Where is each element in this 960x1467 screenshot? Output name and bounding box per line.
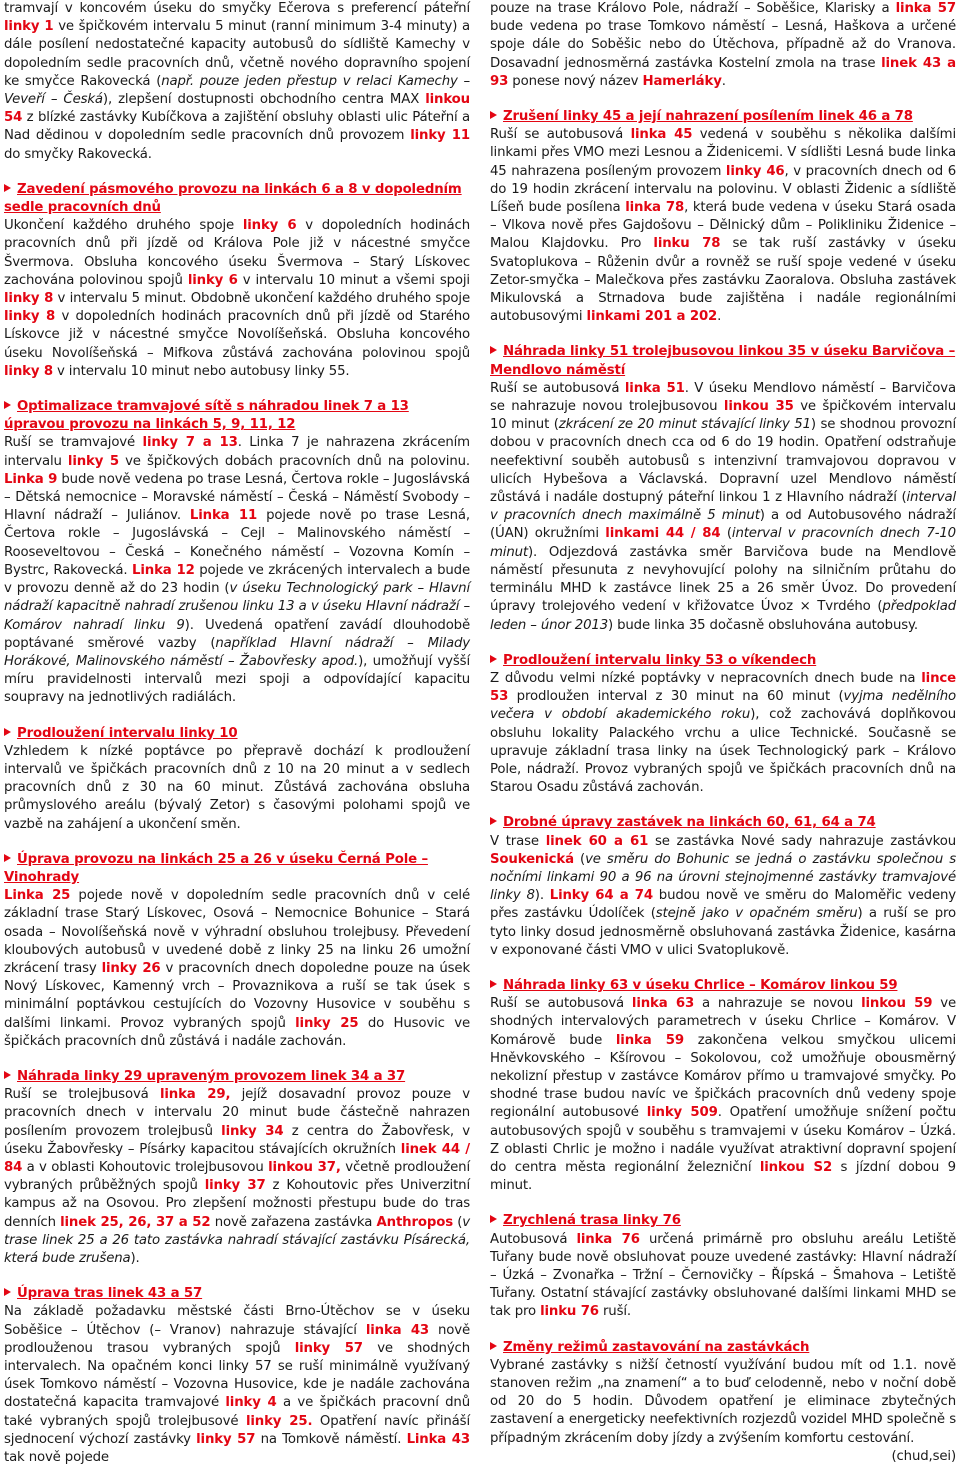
body-text: Ruší se autobusová (490, 996, 632, 1012)
italic-note: např. pouze jeden přestup v relaci Kamechy – Veveří – Česká (4, 73, 470, 108)
article-section (4, 0, 470, 164)
body-text: prodloužen interval z 30 minut na 60 minut ( (508, 689, 844, 705)
section-heading-text: Zrušení linky 45 a její nahrazení posílením linek 46 a 78 (503, 109, 913, 125)
triangle-bullet-icon (4, 1288, 11, 1296)
body-text: pojede nově po trase Lesná, Čertova rokle – Jugoslávská – Cejl – Malinovského náměstí – Rooseveltovou – Česká – Konečného náměstí – Vozovna Komín – Bystrc, Rakovecká. (4, 508, 470, 578)
italic-note: ve směru do Bohunic se jedná o zastávku společnou s nočními linkami 90 a 96 na úrovni stejnojmenné zastávky tramvajové linky 8 (490, 851, 957, 904)
triangle-bullet-icon (490, 1342, 497, 1350)
line-highlight: linky 11 (410, 128, 470, 144)
body-text: tak nově pojede (4, 1450, 109, 1466)
section-heading-text: Zavedení pásmového provozu na linkách 6 a 8 v dopoledním sedle pracovních dnů (4, 181, 462, 216)
triangle-bullet-icon (4, 1071, 11, 1079)
line-highlight: linkou 59 (861, 996, 933, 1012)
line-highlight: linky 46 (725, 163, 785, 179)
body-text: a v oblasti Kohoutovic trolejbusovou (22, 1159, 269, 1175)
section-body (4, 217, 470, 381)
body-text: do smyčky Rakovecká. (4, 146, 152, 162)
triangle-bullet-icon (490, 346, 497, 354)
line-highlight: Linky 64 a 74 (549, 888, 653, 904)
body-text: ), což zachovává doplňkovou obsluhu lokality Palackého vrchu a ulice Technické. Současně se upravuje základní trasa linky na úsek Technologický park – Královo Pole, nádraží. Provoz vybraných spojů ve špičkách pracovních dnů na Starou Osadu zůstává zachován. (490, 707, 956, 796)
line-highlight: linky 8 (4, 309, 56, 325)
body-text: ruší. (598, 1304, 631, 1320)
article-section (4, 1068, 470, 1268)
article-section (490, 0, 956, 91)
line-highlight: lince 53 (490, 670, 956, 705)
italic-note: interval v pracovních dnech maximálně 5 minut (490, 490, 956, 524)
line-highlight: Soukenická (490, 851, 574, 867)
line-highlight: linky 509 (646, 1105, 718, 1121)
article-section (490, 652, 956, 798)
body-text: budou nově ve směru do Maloměřic vedeny přes zastávku Údolíček ( (490, 888, 956, 922)
section-body (490, 1357, 956, 1448)
body-text: ). (130, 1251, 140, 1266)
body-text: v intervalu 10 minut a všemi spoji (237, 272, 470, 288)
section-body (4, 1303, 470, 1467)
body-text: ve špičkovém intervalu 5 minut (ranní minimum 3-4 minuty) a dále posílení nedostatečné kapacity autobusů do sídliště Kamechy v dopoledním sedle pracovních dnů, včetně nového dopravního spojení ke smyčce Rakovecká ( (4, 19, 470, 89)
section-heading (490, 977, 956, 995)
line-highlight: Linka 9 (4, 471, 58, 487)
section-heading-text: Zrychlená trasa linky 76 (503, 1213, 681, 1229)
section-body (4, 0, 470, 164)
body-text: zakončena velkou smyčkou ulicemi Hněvkovského – Kšírovou – Sokolovou, což umožňuje obousměrný nekolizní přestup v zastávce Komárov přímo u tramvajové smyčky. Po shodné trase budou navíc ve špičkách pracovních dnů vedeny spoje regionální autobusové (490, 1032, 956, 1121)
section-heading (490, 108, 956, 126)
line-highlight: linkou 37, (268, 1159, 341, 1175)
line-highlight: linka 57 (895, 1, 956, 16)
section-body (490, 670, 956, 797)
section-heading-text: Úprava tras linek 43 a 57 (17, 1286, 203, 1302)
body-text: . V úseku Mendlovo náměstí – Barvičova se nahrazuje novou trolejbusovou (490, 380, 956, 415)
italic-note: zkrácení ze 20 minut stávající linky 51 (558, 417, 811, 433)
body-text: . (717, 309, 722, 325)
line-highlight: linky 6 (242, 218, 297, 234)
section-heading (490, 1339, 956, 1357)
section-heading-text: Prodloužení intervalu linky 53 o víkendech (503, 652, 817, 668)
body-text: Z důvodu velmi nízké poptávky v nepracovních dnech bude na (490, 670, 922, 686)
section-heading (4, 1285, 470, 1303)
body-text: ve shodných intervalových parametrech v úseku Chrlice – Komárov. V Komárově bude (490, 996, 956, 1048)
section-body (490, 833, 956, 960)
body-text: ( (720, 526, 732, 542)
line-highlight: linky 25 (295, 1015, 359, 1031)
line-highlight: linky 57 (294, 1340, 363, 1356)
line-highlight: linkou S2 (759, 1159, 833, 1175)
line-highlight: linka 76 (576, 1231, 640, 1247)
italic-note: stejně jako v opačném směru (655, 906, 858, 922)
body-text: . Linka 7 je nahrazena zkrácením intervalu (4, 435, 470, 469)
line-highlight: Hamerláky (642, 73, 722, 89)
section-body (490, 995, 956, 1195)
line-highlight: Linka 43 (406, 1431, 470, 1447)
section-heading-text: Úprava provozu na linkách 25 a 26 v úseku Černá Pole – Vinohrady (4, 851, 428, 885)
body-text: v pracovních dnech dopoledne pouze na úsek Nový Lískovec, Kamenný vrch – Provaznikova a ruší se tak úsek s minimální poptávkou cestujících do Vozovny Husovice v souběhu s dalšími linkami. Provoz vybraných spojů (4, 960, 471, 1031)
body-text: ). Uvedená opatření zavádí dlouhodobě poptávané směrové vazby ( (4, 617, 471, 651)
body-text: se tak ruší zastávky v úseku Svatoplukova – Růženin dvůr a rovněž se ruší spoje vedené v úseku Zetor-smyčka – Malečkova přes zastávku Zaoralova. Obsluha zastávek Mikulovská a Strnadova bude zajištěna i nadále regionálními autobusovými (490, 236, 957, 325)
line-highlight: linku 78 (653, 236, 721, 252)
body-text: ), umožňují vyšší míru pravidelnosti intervalů mezi spoji a odpovídající kapacitu soupravy na jednotlivých radiálách. (4, 653, 470, 706)
body-text: nově zařazena zastávka (210, 1214, 377, 1230)
article-section (4, 1285, 470, 1467)
section-heading-text: Drobné úpravy zastávek na linkách 60, 61, 64 a 74 (503, 815, 876, 831)
article-section (490, 977, 956, 1195)
body-text: vedená v souběhu s několika dalšími linkami přes VMO mezi Lesnou a Židenicemi. V sídlišti Lesná bude linka 45 nahrazena posíleným provozem (490, 127, 956, 179)
body-text: . (721, 73, 726, 89)
triangle-bullet-icon (4, 401, 11, 409)
body-text: a nahrazuje se novou (694, 996, 862, 1012)
line-highlight: linka 78 (625, 200, 685, 216)
article-section (490, 814, 956, 960)
line-highlight: linkou 35 (723, 399, 794, 415)
section-heading (4, 725, 470, 743)
body-text: ( (573, 851, 586, 867)
body-text: Opatření navíc přináší sjednocení výchozí zastávky (4, 1413, 470, 1447)
article-section (490, 108, 956, 326)
body-text: ) a od Autobusového nádraží (ÚAN) okružními (490, 508, 956, 542)
body-text: Vzhledem k nízké poptávce po přepravě dochází k prodloužení intervalů ve špičkách pracovních dnů z 10 na 20 minut a v sedlech pracovních dnů z 30 na 60 minut. Zůstává zachována obsluha průmyslového areálu (bývalý Zetor) s časovými polohami spojů ve vazbě na zahájení a ukončení směn. (4, 743, 470, 832)
italic-note: v úseku Technologický park – Hlavní nádraží kapacitně nahradí zrušenou linku 13 a v úseku Hlavní nádraží – Komárov nahradí linku 9 (4, 581, 470, 633)
triangle-bullet-icon (490, 1215, 497, 1223)
body-text: Vybrané zastávky s nižší četností využívání budou mít od 1.1. nově stanoven režim „na znamení“ a to buď celodenně, nebo v noční době od 20 do 5 hodin. Důvodem opatření je eliminace zbytečných zastavení a energeticky neefektivních rozjezdů vozidel MHD společně s případným zkrácením doby jízdy a zvýšením komfortu cestování. (490, 1357, 956, 1446)
section-heading (490, 814, 956, 832)
body-text: v dopoledních hodinách pracovních dnů při jízdě od Králova Pole již v nácestné smyčce Švermova. Obsluha koncového úseku Švermova – Starý Lískovec zachována polovinou spojů (4, 218, 470, 288)
line-highlight: linky 37 (204, 1178, 266, 1194)
section-heading (4, 1068, 470, 1086)
triangle-bullet-icon (490, 817, 497, 825)
triangle-bullet-icon (490, 655, 497, 663)
line-highlight: linek 44 / 84 (4, 1141, 470, 1175)
body-text: určená primárně pro obsluhu areálu Letiště Tuřany bude nově obsluhovat pouze uvedené zastávky: Hlavní nádraží – Úzká – Zvonařka – Tržní – Černovičky – Řípská – Šmahova – Letiště Tuřany. Ostatní stávající zastávky obsluhované dalšími linkami MHD se tak pro (490, 1231, 956, 1320)
body-text: bude vedena po trase Tomkovo náměstí – Lesná, Haškova a určené spoje dále do Soběšic nebo do Útěchova, případně až do Vranova. Dosavadní jednosměrná zastávka Kostelní zmola na trase (490, 19, 956, 71)
line-highlight: linky 5 (67, 453, 119, 469)
italic-note: v trase linek 25 a 26 tato zastávka nahradí stávající zastávku Písárecká, která bude zrušena (4, 1214, 471, 1266)
body-text: včetně prodloužení vybraných průběžných spojů (4, 1159, 471, 1194)
body-text: , v pracovních dnech od 6 do 19 hodin zkrácení intervalu na polovinu. V oblasti Židenic a sídliště Líšeň bude posílena (490, 163, 957, 216)
body-text: , která bude vedena v úseku Stará osada – Vlkova nově přes Gajdošovu – Dělnický dům – Polikliniku Židenice – Malou Klajdovku. Pro (490, 200, 956, 252)
section-heading (4, 851, 470, 887)
section-body (4, 887, 470, 1051)
section-heading-text: Prodloužení intervalu linky 10 (17, 725, 238, 741)
triangle-bullet-icon (4, 854, 11, 862)
body-text: Ruší se tramvajové (4, 435, 143, 451)
italic-note: vyjma nedělního večera v období akademického roku (490, 689, 956, 723)
body-text: z Kohoutovic přes Univerzitní kampus až na Osovou. Pro zlepšení možnosti přestupu bude do tras denních (4, 1178, 470, 1230)
section-heading-text: Změny režimů zastavování na zastávkách (503, 1339, 810, 1355)
body-text: bude nově vedena po trase Lesná, Čertova rokle – Jugoslávská – Dětská nemocnice – Moravské náměstí – Česká – Náměstí Svobody – Hlavní nádraží – Juliánov. (4, 471, 470, 524)
section-body (490, 0, 956, 91)
article-section (4, 725, 470, 834)
line-highlight: linky 7 a 13 (142, 435, 238, 451)
body-text: pojede ve zkrácených intervalech a bude v provozu denně až do 23 hodin ( (4, 562, 470, 597)
article-section (490, 1339, 956, 1448)
line-highlight: linky 26 (101, 960, 161, 976)
italic-note: interval v pracovních dnech 7-10 minut (490, 526, 956, 560)
article-section (4, 398, 470, 707)
triangle-bullet-icon (4, 184, 11, 192)
section-heading (4, 181, 470, 217)
body-text: Ruší se trolejbusová (4, 1087, 160, 1103)
body-text: se zastávka Nové sady nahrazuje zastávkou (648, 833, 956, 849)
line-highlight: linky 1 (4, 19, 54, 35)
body-text: ). (534, 888, 550, 904)
section-body (490, 1231, 956, 1322)
line-highlight: linek 43 a 93 (490, 55, 956, 89)
triangle-bullet-icon (4, 728, 11, 736)
body-text: Ruší se autobusová (490, 127, 631, 143)
section-heading-text: Náhrada linky 51 trolejbusovou linkou 35 v úseku Barvičova – Mendlovo náměstí (490, 344, 956, 378)
line-highlight: linkami 44 / 84 (605, 526, 721, 542)
line-highlight: Linka 25 (4, 888, 71, 904)
body-text: . Opatření umožňuje snížení počtu autobusových spojů v souběhu s tramvajemi v úseku Komárov – Úzká. Z oblasti Chrlic je možno i nadále využívat atraktivní dopravní spojení do centra města regionální železniční (490, 1105, 956, 1175)
body-text: na Tomkově náměstí. (255, 1431, 407, 1447)
line-highlight: linkou 54 (4, 92, 470, 126)
section-heading (4, 398, 470, 434)
line-highlight: linky 6 (187, 272, 238, 288)
line-highlight: Anthropos (376, 1214, 453, 1230)
line-highlight: linka 45 (630, 127, 693, 143)
line-highlight: linkami 201 a 202 (586, 309, 718, 325)
body-text: ve špičkových dobách pracovních dnů na polovinu. (118, 453, 470, 469)
body-text: z centra do Žabovřesk, v úseku Žabovřesky – Písárky kapacitou stávajících okružních (4, 1123, 470, 1157)
line-highlight: linka 59 (615, 1032, 684, 1048)
body-text: ) a ruší se pro tyto linky dosud jednosměrně obsluhovaná zastávka Židenice, kasárna v exponované části VMO v ulici Svatoplukově. (490, 906, 956, 958)
triangle-bullet-icon (490, 111, 497, 119)
line-highlight: linka 63 (631, 996, 695, 1012)
line-highlight: linka 43 (365, 1322, 430, 1338)
line-highlight: linka 29, (159, 1087, 231, 1103)
body-text: v dopoledních hodinách pracovních dnů při jízdě od Starého Lískovce již v nácestné smyčce Novolíšeňská. Obsluha koncového úseku Novolíšeňská – Mifkova zůstává zachována polovinou spojů (4, 309, 470, 361)
line-highlight: linky 25. (245, 1413, 313, 1429)
section-body (4, 743, 470, 834)
section-body (490, 126, 956, 326)
section-heading-text: Náhrada linky 29 upraveným provozem linek 34 a 37 (17, 1068, 406, 1084)
body-text: ve shodných intervalech. Na opačném konci linky 57 se ruší minimálně využívaný úsek Tomkovo náměstí – Vozovna Husovice, kde je nadále zachována dostatečná kapacita tramvajové (4, 1340, 470, 1411)
line-highlight: linky 34 (221, 1123, 284, 1139)
body-text: V trase (490, 833, 546, 849)
section-heading (490, 343, 956, 379)
line-highlight: linku 76 (540, 1304, 599, 1320)
line-highlight: linky 8 (4, 291, 54, 307)
body-text: pojede nově v dopoledním sedle pracovních dnů v celé základní trase Starý Lískovec, Osová – Nemocnice Bohunice – Stará osada – Novolíšeňská nově v výhradní obsluhou trolejbusy. Převedení kloubových autobusů v uvedené době z linky 25 na linku 26 umožní zkrácení trasy (4, 888, 471, 976)
section-heading (490, 1212, 956, 1230)
section-heading-text: Náhrada linky 63 v úseku Chrlice – Komárov linkou 59 (503, 977, 898, 993)
line-highlight: linky 57 (196, 1431, 256, 1447)
article-section (490, 1212, 956, 1321)
body-text: ( (452, 1214, 463, 1230)
line-highlight: linek 60 a 61 (545, 833, 649, 849)
line-highlight: linky 8 (4, 363, 53, 379)
body-text: pouze na trase Královo Pole, nádraží – Soběšice, Klarisky a (490, 1, 896, 16)
article-section (4, 851, 470, 1051)
body-text: v intervalu 5 minut. Obdobně ukončení každého druhého spoje (53, 291, 470, 307)
body-text: s jízdní dobou 9 minut. (490, 1159, 956, 1194)
line-highlight: linek 25, 26, 37 a 52 (60, 1214, 211, 1230)
section-body (4, 434, 470, 707)
right-column (490, 0, 956, 1466)
body-text: Autobusová (490, 1231, 577, 1247)
body-text: ponese nový název (508, 73, 643, 89)
body-text: a ve špičkách pracovní dnů také vybraných spojů trolejbusové (4, 1395, 470, 1429)
body-text: v intervalu 10 minut nebo autobusy linky 55. (52, 363, 350, 379)
body-text: Na základě požadavku městské části Brno-Útěchov se v úseku Soběšice – Útěchov (– Vranov) nahrazuje stávající (4, 1304, 470, 1338)
body-text: jejíž dosavadní provoz pouze v pracovních dnech v intervalu 20 minut bude částečně nahrazen posílením provozem trolejbusů (4, 1087, 471, 1139)
triangle-bullet-icon (490, 980, 497, 988)
body-text: ) bude linka 35 dočasně obsluhována autobusy. (608, 617, 918, 633)
body-text: Ruší se autobusová (490, 380, 625, 396)
section-body (4, 1086, 470, 1268)
article-section (490, 343, 956, 634)
italic-note: předpoklad leden – únor 2013 (490, 599, 956, 633)
left-column (4, 0, 470, 1467)
body-text: ). Odjezdová zastávka směr Barvičova bude na Mendlově náměstí přesunuta z nevyhovující polohy na silničním průtahu do terminálu MHD k zastávce linek 25 a 26 směr Úvoz. Do provedení úpravy trolejového vedení v křižovatce Úvoz × Tvrdého ( (490, 544, 956, 615)
line-highlight: linky 4 (225, 1395, 277, 1411)
section-heading-text: Optimalizace tramvajové sítě s náhradou linek 7 a 13 úpravou provozu na linkách 5, 9, 11, 12 (4, 399, 409, 433)
italic-note: například Hlavní nádraží – Milady Horákové, Malinovského náměstí – Žabovřesky apod. (4, 635, 470, 669)
body-text: ve špičkovém intervalu 10 minut ( (490, 399, 957, 433)
body-text: do Husovic ve špičkách pracovních dnů zůstává i nadále zachován. (4, 1015, 470, 1049)
line-highlight: Linka 11 (189, 508, 258, 524)
line-highlight: Linka 12 (132, 562, 195, 578)
body-text: nově prodlouženou trasou vybraných spojů (4, 1322, 470, 1356)
line-highlight: linka 51 (624, 380, 685, 396)
author-signature: (chud,sei) (891, 1448, 956, 1464)
body-text: Ukončení každého druhého spoje (4, 218, 243, 234)
section-body (490, 380, 956, 635)
body-text: ), zlepšení dostupnosti obchodního centra MAX (102, 92, 426, 108)
article-section (4, 181, 470, 381)
body-text: tramvají v koncovém úseku do smyčky Ečerova s preferencí páteřní (4, 1, 470, 16)
body-text: z blízké zastávky Kubíčkova a zajištění obsluhy oblasti ulic Páteřní a Nad dědinou v dopoledním sedle pracovních dnů provozem (4, 110, 470, 144)
section-heading (490, 652, 956, 670)
body-text: ) se shodnou provozní dobou v pracovních dnech cca od 6 do 19 hodin. Opatření odstraňuje neefektivní souběh autobusů s intenzivní tramvajovou dopravou v ulicích Hybešova a Václavská. Dopravní uzel Mendlovo náměstí zůstává i nadále dostupný páteřní linkou 1 z Hlavního nádraží ( (490, 417, 956, 506)
